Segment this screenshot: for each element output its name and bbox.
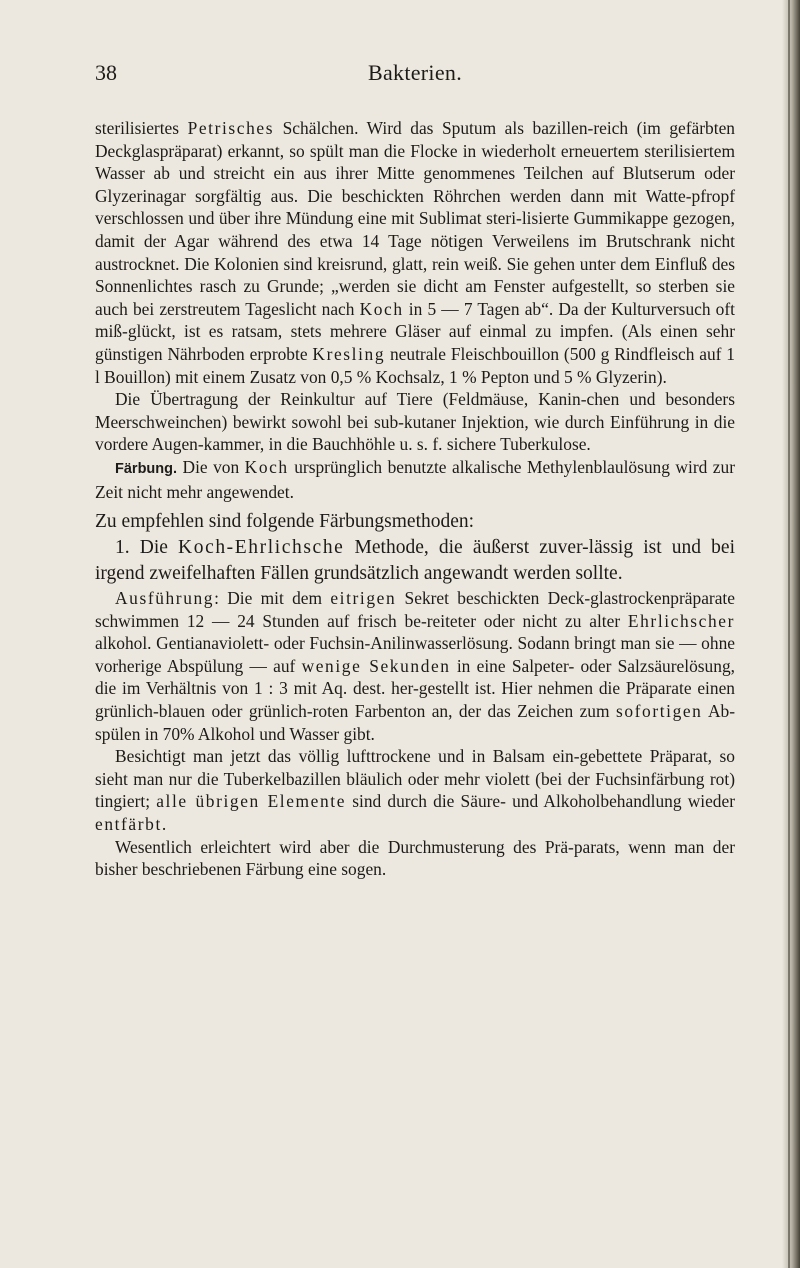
emphasis: sofortigen — [615, 701, 703, 722]
body-text — [95, 117, 735, 881]
text-run: ursprünglich benutzte alkalische Methylenblaulösung wird zur Zeit nicht mehr angewendet. — [95, 456, 735, 502]
page-number: 38 — [95, 60, 117, 85]
text-run: Die von — [177, 456, 245, 477]
author-name: Kresling — [312, 343, 386, 364]
scan-edge-line — [788, 0, 790, 1268]
text-run: : Die mit dem — [214, 588, 331, 609]
author-name: Koch — [359, 298, 404, 319]
emphasis: entfärbt — [95, 814, 162, 835]
paragraph-staining — [95, 456, 735, 503]
method-name: Koch-Ehrlichsche — [178, 537, 345, 559]
paragraph-procedure — [95, 587, 735, 745]
emphasis: eitrigen — [330, 588, 397, 609]
text-run: in 5 — 7 Tagen ab“. Da der Kulturversuch oft miß-glückt, ist es ratsam, stets mehrere Gläser auf einmal zu impfen. (Als einen sehr günstigen Nährboden erprobte — [95, 298, 736, 364]
text-run: in eine Salpeter- oder Salzsäurelösung, die im Verhältnis von 1 : 3 mit Aq. dest. her-gestellt ist. Hier nehmen die Präparate einen grünlich-blauen oder grünlich-roten Farbenton an, der das Zeichen zum — [95, 655, 735, 722]
paragraph-continuation: Wesentlich erleichtert wird aber die Durchmusterung des Prä-parats, wenn man der bisher beschriebenen Färbung eine sogen. — [95, 836, 735, 880]
emphasis: Ausführung — [115, 588, 215, 609]
text-run: Methode, die äußerst zuver-lässig ist und bei irgend zweifelhaften Fällen grundsätzlich angewandt werden sollte. — [95, 537, 735, 585]
emphasis: wenige Sekunden — [301, 655, 451, 676]
page-header — [95, 60, 735, 90]
text-run: alkohol. Gentianaviolett- oder Fuchsin-Anilinwasserlösung. Sodann bringt man sie — ohne vorherige Abspülung — auf — [95, 633, 735, 676]
text-run: Sekret beschickten Deck-glastrockenpräparate schwimmen 12 — 24 Stunden auf frisch be-reiteter oder nicht zu alter — [95, 588, 735, 631]
text-run: Schälchen. Wird das Sputum als bazillen-reich (im gefärbten Deckglaspräparat) erkannt, so spült man die Flocke in wiederholt erneuertem sterilisiertem Wasser ab und streicht ein aus ihrer Mitte genommenes Teilchen auf Blutserum oder Glyzerinagar sorgfältig aus. Die beschickten Röhrchen werden dann mit Watte-pfropf verschlossen und über ihre Mündung eine mit Sublimat steri-lisierte Gummikappe gezogen, damit der Agar während des etwa 14 Tage nötigen Verweilens im Brutschrank nicht austrocknet. Die Kolonien sind kreisrund, glatt, rein weiß. Sie gehen unter dem Einfluß des Sonnenlichtes rasch zu Grunde; „werden sie dicht am Fenster aufgestellt, so sterben sie auch bei zerstreutem Tageslicht nach — [95, 118, 735, 319]
author-name: Ehrlichscher — [627, 610, 735, 631]
text-run: sterilisiertes — [95, 118, 188, 138]
text-run: 1. Die — [115, 537, 179, 559]
text-run: Ab-spülen in 70% Alkohol und Wasser gibt. — [95, 701, 736, 744]
running-head: Bakterien. — [367, 60, 463, 85]
text-run: Besichtigt man jetzt das völlig lufttrockene und in Balsam ein-gebettete Präparat, so sieht man nur die Tuberkelbazillen bläulich oder mehr violett (bei der Fuchsinfärbung rot) tingiert; — [95, 746, 735, 812]
text-run: neutrale Fleischbouillon (500 g Rindfleisch auf 1 l Bouillon) mit einem Zusatz von 0,5 % Kochsalz, 1 % Pepton und 5 % Glyzerin). — [95, 343, 736, 387]
section-heading: Zu empfehlen sind folgende Färbungsmethoden: — [95, 511, 475, 533]
section-label: Färbung. — [115, 460, 178, 477]
author-name: Petrisches — [187, 118, 275, 138]
paragraph-result — [95, 745, 735, 835]
emphasis: alle übrigen Elemente — [156, 791, 347, 812]
paragraph-cultivation — [95, 117, 735, 388]
method-item-1 — [95, 535, 735, 587]
text-run: sind durch die Säure- und Alkoholbehandlung wieder — [346, 791, 736, 812]
paragraph-transmission: Die Übertragung der Reinkultur auf Tiere (Feldmäuse, Kanin-chen und besonders Meerschweinchen) bewirkt sowohl bei sub-kutaner Injektion, wie durch Einführung in die vordere Augen-kammer, in die Bauchhöhle u. s. f. sichere Tuberkulose. — [95, 389, 735, 455]
text-run: . — [161, 814, 167, 835]
author-name: Koch — [244, 456, 289, 477]
scan-edge-shadow — [782, 0, 800, 1268]
